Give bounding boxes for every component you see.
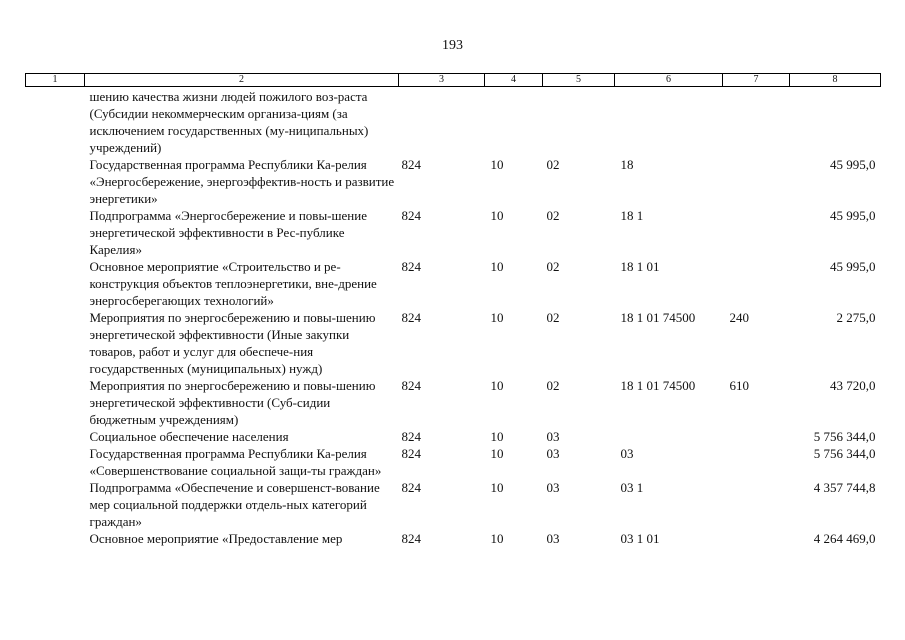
cell-target-article: 18 1 01 74500 bbox=[620, 378, 696, 393]
cell-section bbox=[485, 87, 543, 157]
table-row bbox=[26, 87, 881, 157]
cell-subsection: 03 bbox=[546, 446, 560, 461]
cell-section: 10 bbox=[490, 157, 504, 172]
cell-ministry-code: 824 bbox=[401, 531, 421, 546]
cell-name: шению качества жизни людей пожилого воз-раста (Субсидии некоммерческим организа-циям (за исключением государственных (му-ниципальных) учреждений) bbox=[89, 89, 369, 155]
cell-ministry-code: 824 bbox=[401, 446, 421, 461]
cell-subsection: 02 bbox=[546, 208, 560, 223]
cell-ministry-code: 824 bbox=[401, 480, 421, 495]
cell-target-article bbox=[615, 428, 723, 445]
cell-index bbox=[26, 445, 85, 479]
cell-target-article: 18 bbox=[620, 157, 634, 172]
cell-name: Мероприятия по энергосбережению и повы-шению энергетической эффективности (Иные закупки товаров, работ и услуг для обеспече-ния государственных (муниципальных) нужд) bbox=[89, 310, 376, 376]
cell-ministry-code: 824 bbox=[401, 208, 421, 223]
cell-expense-type bbox=[723, 207, 790, 258]
cell-amount: 5 756 344,0 bbox=[813, 446, 876, 461]
cell-subsection: 03 bbox=[546, 531, 560, 546]
cell-amount: 45 995,0 bbox=[830, 157, 876, 172]
cell-ministry-code: 824 bbox=[401, 378, 421, 393]
cell-subsection: 02 bbox=[546, 310, 560, 325]
table-row bbox=[26, 258, 881, 309]
cell-index bbox=[26, 377, 85, 428]
table-header bbox=[26, 74, 881, 87]
cell-index bbox=[26, 309, 85, 377]
table-body bbox=[26, 87, 881, 548]
cell-expense-type bbox=[723, 479, 790, 530]
cell-section: 10 bbox=[490, 208, 504, 223]
cell-name: Подпрограмма «Обеспечение и совершенст-вование мер социальной поддержки отдель-ных категорий граждан» bbox=[89, 480, 380, 529]
cell-ministry-code: 824 bbox=[401, 259, 421, 274]
cell-index bbox=[26, 479, 85, 530]
table-row bbox=[26, 156, 881, 207]
cell-target-article: 03 1 01 bbox=[620, 531, 660, 546]
cell-section: 10 bbox=[490, 310, 504, 325]
cell-section: 10 bbox=[490, 378, 504, 393]
cell-ministry-code: 824 bbox=[401, 157, 421, 172]
cell-target-article: 18 1 01 bbox=[620, 259, 660, 274]
cell-target-article: 18 1 01 74500 bbox=[620, 310, 696, 325]
cell-section: 10 bbox=[490, 480, 504, 495]
table-row bbox=[26, 377, 881, 428]
cell-target-article: 03 1 bbox=[620, 480, 644, 495]
cell-target-article: 03 bbox=[620, 446, 634, 461]
cell-amount: 45 995,0 bbox=[830, 208, 876, 223]
column-header-6: 6 bbox=[615, 74, 723, 87]
table-row bbox=[26, 530, 881, 547]
cell-section: 10 bbox=[490, 446, 504, 461]
cell-amount: 2 275,0 bbox=[836, 310, 876, 325]
cell-index bbox=[26, 530, 85, 547]
cell-subsection: 02 bbox=[546, 157, 560, 172]
cell-expense-type: 240 bbox=[729, 310, 749, 325]
cell-subsection: 02 bbox=[546, 259, 560, 274]
cell-expense-type bbox=[723, 445, 790, 479]
cell-amount: 43 720,0 bbox=[830, 378, 876, 393]
cell-name: Основное мероприятие «Предоставление мер bbox=[89, 531, 343, 546]
column-header-8: 8 bbox=[790, 74, 881, 87]
cell-section: 10 bbox=[490, 259, 504, 274]
cell-name: Мероприятия по энергосбережению и повы-шению энергетической эффективности (Суб-сидии бюджетным учреждениям) bbox=[89, 378, 376, 427]
column-header-7: 7 bbox=[723, 74, 790, 87]
cell-ministry-code: 824 bbox=[401, 310, 421, 325]
cell-amount: 4 357 744,8 bbox=[813, 480, 876, 495]
budget-table bbox=[25, 73, 881, 547]
cell-name: Социальное обеспечение населения bbox=[89, 429, 289, 444]
cell-index bbox=[26, 428, 85, 445]
cell-index bbox=[26, 156, 85, 207]
cell-index bbox=[26, 258, 85, 309]
column-header-3: 3 bbox=[399, 74, 485, 87]
cell-section: 10 bbox=[490, 531, 504, 546]
column-header-5: 5 bbox=[543, 74, 615, 87]
table-row bbox=[26, 309, 881, 377]
table-row bbox=[26, 479, 881, 530]
cell-target-article bbox=[615, 87, 723, 157]
column-header-4: 4 bbox=[485, 74, 543, 87]
cell-name: Государственная программа Республики Ка-релия «Энергосбережение, энергоэффектив-ность и развитие энергетики» bbox=[89, 157, 395, 206]
cell-expense-type: 610 bbox=[729, 378, 749, 393]
cell-name: Подпрограмма «Энергосбережение и повы-шение энергетической эффективности в Рес-публике Карелия» bbox=[89, 208, 367, 257]
cell-subsection: 03 bbox=[546, 480, 560, 495]
cell-expense-type bbox=[723, 428, 790, 445]
cell-expense-type bbox=[723, 156, 790, 207]
cell-section: 10 bbox=[490, 429, 504, 444]
cell-amount: 5 756 344,0 bbox=[813, 429, 876, 444]
column-header-1: 1 bbox=[26, 74, 85, 87]
cell-target-article: 18 1 bbox=[620, 208, 644, 223]
cell-amount bbox=[790, 87, 881, 157]
cell-subsection bbox=[543, 87, 615, 157]
table-row bbox=[26, 207, 881, 258]
cell-subsection: 03 bbox=[546, 429, 560, 444]
cell-ministry-code: 824 bbox=[401, 429, 421, 444]
cell-expense-type bbox=[723, 530, 790, 547]
header-row bbox=[26, 74, 881, 87]
cell-amount: 45 995,0 bbox=[830, 259, 876, 274]
table-row bbox=[26, 445, 881, 479]
cell-name: Государственная программа Республики Ка-релия «Совершенствование социальной защи-ты граждан» bbox=[89, 446, 382, 478]
cell-expense-type bbox=[723, 87, 790, 157]
cell-expense-type bbox=[723, 258, 790, 309]
cell-index bbox=[26, 87, 85, 157]
cell-amount: 4 264 469,0 bbox=[813, 531, 876, 546]
cell-name: Основное мероприятие «Строительство и ре-конструкция объектов теплоэнергетики, вне-дрение энергосберегающих технологий» bbox=[89, 259, 377, 308]
cell-subsection: 02 bbox=[546, 378, 560, 393]
cell-ministry-code bbox=[399, 87, 485, 157]
page-number: 193 bbox=[442, 38, 463, 53]
table-row bbox=[26, 428, 881, 445]
cell-index bbox=[26, 207, 85, 258]
column-header-2: 2 bbox=[85, 74, 399, 87]
